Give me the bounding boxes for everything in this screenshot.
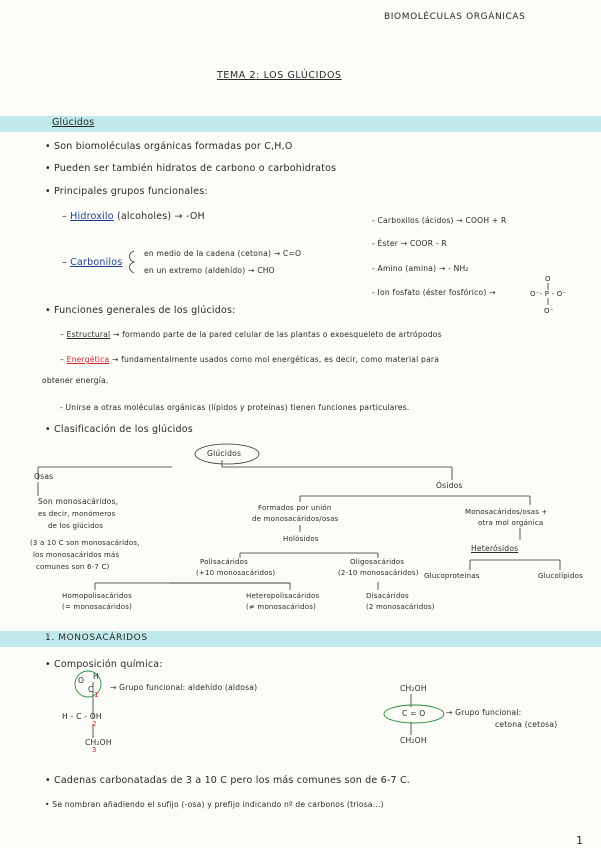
formula-sub1: 1 (94, 691, 99, 699)
bullet-grupos: • Principales grupos funcionales: (45, 186, 208, 197)
formula-line3: CH₂OH (85, 738, 112, 747)
glucolipidos: Glucolípidos (538, 572, 583, 580)
ketose-mid: C = O (402, 709, 426, 718)
amino-line: - Amino (amina) → - NH₂ (372, 264, 469, 273)
fosfato-bottom: O⁻ (544, 307, 554, 315)
polisacaridos: Polisacáridos (200, 558, 249, 566)
mono-otra2: otra mol orgánica (478, 519, 544, 527)
formula-sub2: 2 (92, 720, 97, 728)
heteropoli-desc: (≠ monosacáridos) (246, 603, 317, 611)
formula-H: H (93, 672, 99, 681)
page-number: 1 (576, 834, 584, 847)
disacaridos: Disacáridos (366, 592, 409, 600)
formula-C1: C (88, 685, 94, 694)
osas-desc3: de los glúcidos (48, 522, 104, 530)
oligo-desc: (2-10 monosacáridos) (338, 569, 419, 577)
energetica-name: Energética (66, 355, 110, 364)
estructural-rest: → formando parte de la pared celular de las plantas o exoesqueleto de artrópodos (112, 330, 442, 339)
hidroxilo-line: – Hidroxilo (alcoholes) → -OH (62, 211, 205, 222)
carbonilo-name: Carbonilos (70, 257, 123, 268)
subject-title: BIOMOLÉCULAS ORGÁNICAS (384, 12, 526, 22)
formados2: de monosacáridos/osas (252, 515, 339, 523)
hidroxilo-rest: (alcoholes) → -OH (116, 211, 205, 222)
energetica-line: – Energética → fundamentalmente usados como mol energéticas, es decir, como material para (60, 355, 440, 364)
oligosacaridos: Oligosacáridos (350, 558, 405, 566)
formados1: Formados por unión (258, 504, 332, 512)
fosfato-line: - Ion fosfato (éster fosfórico) → (372, 288, 496, 297)
osas-desc2: es decir, monómeros (38, 510, 116, 518)
ketose-top: CH₂OH (400, 684, 427, 693)
hidroxilo-name: Hidroxilo (70, 211, 114, 222)
formula-O: O (78, 676, 85, 685)
glucoproteinas: Glucoproteínas (424, 572, 480, 580)
estructural-line: – Estructural → formando parte de la pared celular de las plantas o exoesqueleto de artrópodos (60, 330, 442, 339)
osas-desc6: comunes son 6-7 C) (36, 563, 110, 571)
funciones-heading: • Funciones generales de los glúcidos: (45, 305, 236, 316)
section-heading-glucidos: Glúcidos (52, 117, 95, 128)
homopoli-desc: (= monosacáridos) (62, 603, 133, 611)
heteropoli: Heteropolisacáridos (246, 592, 320, 600)
section-heading-monosacaridos: 1. MONOSACÁRIDOS (45, 633, 148, 643)
carbonilo-line: – Carbonilos (62, 257, 123, 268)
carbonilo-a: en medio de la cadena (cetona) → C=O (144, 249, 302, 258)
formula-line2: H - C - OH (62, 712, 102, 721)
estructural-name: Estructural (66, 330, 111, 339)
bullet-nombran: • Se nombran añadiendo el sufijo (-osa) y prefijo indicando nº de carbonos (triosa...) (45, 800, 384, 809)
disac-desc: (2 monosacáridos) (366, 603, 435, 611)
cetona-label2: cetona (cetosa) (495, 720, 558, 729)
bullet-composition: • Son biomoléculas orgánicas formadas por C,H,O (45, 141, 293, 152)
mono-otra1: Monosacáridos/osas + (465, 508, 548, 516)
homopoli: Homopolisacáridos (62, 592, 132, 600)
energetica-cont: obtener energía. (42, 376, 109, 385)
fosfato-formula: O⁻- P - O⁻ (530, 290, 567, 298)
osas-desc1: Son monosacáridos, (38, 497, 119, 506)
composicion-heading: • Composición química: (45, 659, 163, 670)
ester-line: - Éster → COOR - R (372, 239, 447, 248)
bullet-hidratos: • Pueden ser también hidratos de carbono o carbohidratos (45, 163, 337, 174)
aldehido-label: → Grupo funcional: aldehído (aldosa) (110, 683, 258, 692)
unirse-line: - Unirse a otras moléculas orgánicas (lípidos y proteínas) tienen funciones particulares. (60, 403, 410, 412)
poli-desc: (+10 monosacáridos) (196, 569, 276, 577)
bullet-cadenas: • Cadenas carbonatadas de 3 a 10 C pero los más comunes son de 6-7 C. (45, 775, 411, 786)
clasificacion-heading: • Clasificación de los glúcidos (45, 424, 193, 435)
heterosidos: Heterósidos (471, 544, 519, 553)
energetica-rest: → fundamentalmente usados como mol energéticas, es decir, como material para (111, 355, 440, 364)
osas-desc4: (3 a 10 C son monosacáridos, (30, 539, 140, 547)
holosidos: Holósidos (283, 535, 319, 543)
page-title: TEMA 2: LOS GLÚCIDOS (217, 70, 342, 81)
ketose-bottom: CH₂OH (400, 736, 427, 745)
osas-desc5: los monosacáridos más (33, 551, 120, 559)
tree-osidos: Ósidos (436, 481, 463, 490)
carboxilos-line: - Carboxilos (ácidos) → COOH + R (372, 216, 507, 225)
tree-osas: Osas (34, 472, 54, 481)
carbonilo-b: en un extremo (aldehído) → CHO (144, 266, 275, 275)
tree-root: Glúcidos (207, 449, 242, 458)
fosfato-top: O (545, 275, 551, 283)
formula-sub3: 3 (92, 746, 97, 754)
cetona-label1: → Grupo funcional: (446, 708, 522, 717)
